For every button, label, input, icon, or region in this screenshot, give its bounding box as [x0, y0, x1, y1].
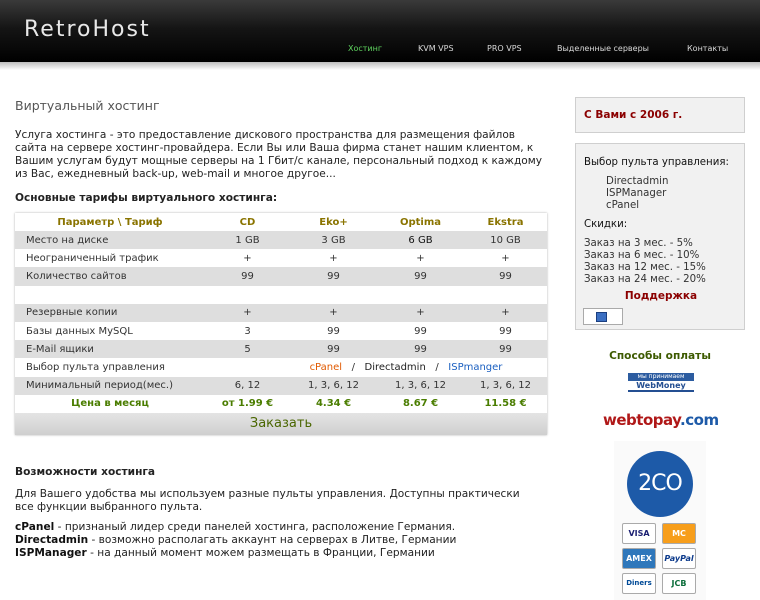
- webmoney-top: мы принимаем: [628, 373, 694, 381]
- table-row: [15, 304, 547, 322]
- table-row-spacer: [15, 286, 547, 304]
- info-box: [575, 143, 745, 330]
- table-cell: 99: [464, 322, 547, 340]
- table-cell: 99: [205, 267, 290, 285]
- table-cell: +: [464, 304, 547, 322]
- col-header: Optima: [377, 213, 464, 231]
- table-header-row: [15, 213, 547, 231]
- main-content: [15, 98, 547, 181]
- feature-name: cPanel: [15, 521, 55, 533]
- table-cell: 99: [290, 267, 377, 285]
- since-box: [575, 97, 745, 133]
- chat-icon: [596, 312, 607, 322]
- feature-name: Directadmin: [15, 534, 89, 546]
- table-cell: 10 GB: [464, 231, 547, 249]
- table-row-order: [15, 413, 547, 435]
- panel-separator: /: [351, 361, 355, 373]
- main-nav: [0, 44, 760, 56]
- table-cell: +: [205, 249, 290, 267]
- col-header: Параметр \ Тариф: [15, 213, 205, 231]
- visa-icon: VISA: [622, 523, 656, 544]
- table-row: [15, 267, 547, 285]
- table-cell: 99: [464, 267, 547, 285]
- payment-cards: [614, 441, 706, 600]
- table-cell: Цена в месяц: [15, 395, 205, 413]
- table-cell: +: [290, 249, 377, 267]
- table-cell: 99: [377, 267, 464, 285]
- table-cell: от 1.99 €: [205, 395, 290, 413]
- table-cell: 1 GB: [205, 231, 290, 249]
- payment-title: Способы оплаты: [609, 350, 711, 362]
- table-cell: E-Mail ящики: [15, 340, 205, 358]
- since-text: С Вами с 2006 г.: [584, 109, 683, 121]
- feature-name: ISPManager: [15, 547, 87, 559]
- tariffs-title: Основные тарифы виртуального хостинга:: [15, 192, 278, 204]
- col-header: Eko+: [290, 213, 377, 231]
- table-cell: 3: [205, 322, 290, 340]
- table-cell: 6 GB: [377, 231, 464, 249]
- table-cell: Резервные копии: [15, 304, 205, 322]
- panel-list: [606, 176, 668, 212]
- table-cell: 8.67 €: [377, 395, 464, 413]
- webmoney-text: WebMoney: [628, 381, 694, 392]
- table-cell: Базы данных MySQL: [15, 322, 205, 340]
- feature-desc: - возможно располагать аккаунт на серверах в Литве, Германии: [88, 534, 457, 546]
- panel-title: Выбор пульта управления:: [584, 157, 729, 168]
- table-cell: Минимальный период(мес.): [15, 377, 205, 395]
- webtopay-b: .com: [680, 411, 719, 429]
- table-row: [15, 340, 547, 358]
- panel-separator: /: [435, 361, 439, 373]
- discounts-list: [584, 238, 706, 286]
- col-header: CD: [205, 213, 290, 231]
- intro-text: Услуга хостинга - это предоставление дискового пространства для размещения файлов сайта на сервере хостинг-провайдера. Если Вы или Ваша фирма станет нашим клиентом, к Вашим услугам будут мощные серверы на 1 Гбит/с канале, персональный подход к каждому из Вас, ежедневный back-up, web-mail и многое другое...: [15, 129, 543, 180]
- table-cell: Выбор пульта управления: [15, 358, 205, 376]
- order-cell: [15, 413, 547, 435]
- table-cell: 99: [377, 340, 464, 358]
- webtopay-logo[interactable]: [603, 411, 719, 429]
- list-item: [15, 547, 547, 560]
- list-item: Заказ на 3 мес. - 5%: [584, 238, 693, 249]
- nav-kvm-vps[interactable]: KVM VPS: [418, 44, 454, 53]
- mastercard-icon: MC: [662, 523, 696, 544]
- panel-cpanel[interactable]: cPanel: [309, 361, 343, 373]
- table-cell: 3 GB: [290, 231, 377, 249]
- site-logo[interactable]: RetroHost: [24, 17, 151, 42]
- features-title: Возможности хостинга: [15, 466, 156, 478]
- nav-pro-vps[interactable]: PRO VPS: [487, 44, 522, 53]
- diners-icon: Diners: [622, 573, 656, 594]
- site-header: [0, 0, 760, 62]
- table-row: [15, 231, 547, 249]
- list-item: Заказ на 12 мес. - 15%: [584, 262, 706, 273]
- discounts-title: Скидки:: [584, 219, 628, 230]
- table-cell: Место на диске: [15, 231, 205, 249]
- features-list: [15, 521, 547, 560]
- table-cell: [15, 286, 205, 304]
- 2co-logo[interactable]: 2CO: [627, 451, 693, 517]
- panel-choices: [205, 358, 547, 376]
- table-cell: +: [377, 249, 464, 267]
- panel-directadmin[interactable]: Directadmin: [364, 361, 426, 373]
- table-cell: 1, 3, 6, 12: [464, 377, 547, 395]
- order-button[interactable]: Заказать: [249, 416, 313, 432]
- feature-desc: - на данный момент можем размещать в Франции, Германии: [86, 547, 435, 559]
- list-item: ISPManager: [606, 188, 667, 199]
- table-cell: +: [377, 304, 464, 322]
- list-item: Заказ на 24 мес. - 20%: [584, 274, 706, 285]
- table-cell: +: [290, 304, 377, 322]
- nav-contacts[interactable]: Контакты: [687, 44, 729, 53]
- list-item: Заказ на 6 мес. - 10%: [584, 250, 700, 261]
- table-row-panels: [15, 358, 547, 376]
- feature-desc: - признаный лидер среди панелей хостинга, расположение Германия.: [54, 521, 456, 533]
- table-cell: 1, 3, 6, 12: [377, 377, 464, 395]
- table-row: [15, 249, 547, 267]
- list-item: Directadmin: [606, 176, 669, 187]
- table-cell: 4.34 €: [290, 395, 377, 413]
- webtopay-a: webtopay: [603, 411, 681, 429]
- webmoney-logo[interactable]: [628, 373, 694, 395]
- table-cell: +: [205, 304, 290, 322]
- paypal-icon: PayPal: [662, 548, 696, 569]
- table-cell: 99: [290, 340, 377, 358]
- table-cell: 99: [290, 322, 377, 340]
- table-row-min-period: [15, 377, 547, 395]
- table-cell: 99: [377, 322, 464, 340]
- table-cell: 6, 12: [205, 377, 290, 395]
- table-row: [15, 322, 547, 340]
- table-cell: 5: [205, 340, 290, 358]
- list-item: [15, 521, 547, 534]
- amex-icon: AMEX: [622, 548, 656, 569]
- tariffs-table: [15, 213, 547, 435]
- table-cell: 11.58 €: [464, 395, 547, 413]
- features-text: Для Вашего удобства мы используем разные пульты управления. Доступны практически все функции выбранного пульта.: [15, 488, 520, 513]
- table-cell: Количество сайтов: [15, 267, 205, 285]
- table-cell: 1, 3, 6, 12: [290, 377, 377, 395]
- nav-hosting[interactable]: Хостинг: [348, 44, 383, 53]
- table-cell: +: [464, 249, 547, 267]
- nav-dedicated[interactable]: Выделенные серверы: [557, 44, 649, 53]
- list-item: [15, 534, 547, 547]
- page-title: Виртуальный хостинг: [15, 98, 160, 113]
- jcb-icon: JCB: [662, 573, 696, 594]
- table-cell: 99: [464, 340, 547, 358]
- table-cell: Неограниченный трафик: [15, 249, 205, 267]
- panel-ispmanager[interactable]: ISPmanger: [448, 361, 503, 373]
- support-chat-button[interactable]: [583, 308, 623, 325]
- col-header: Ekstra: [464, 213, 547, 231]
- list-item: cPanel: [606, 200, 640, 211]
- support-title: Поддержка: [624, 290, 698, 302]
- header-shadow: [0, 62, 760, 70]
- table-row-price: [15, 395, 547, 413]
